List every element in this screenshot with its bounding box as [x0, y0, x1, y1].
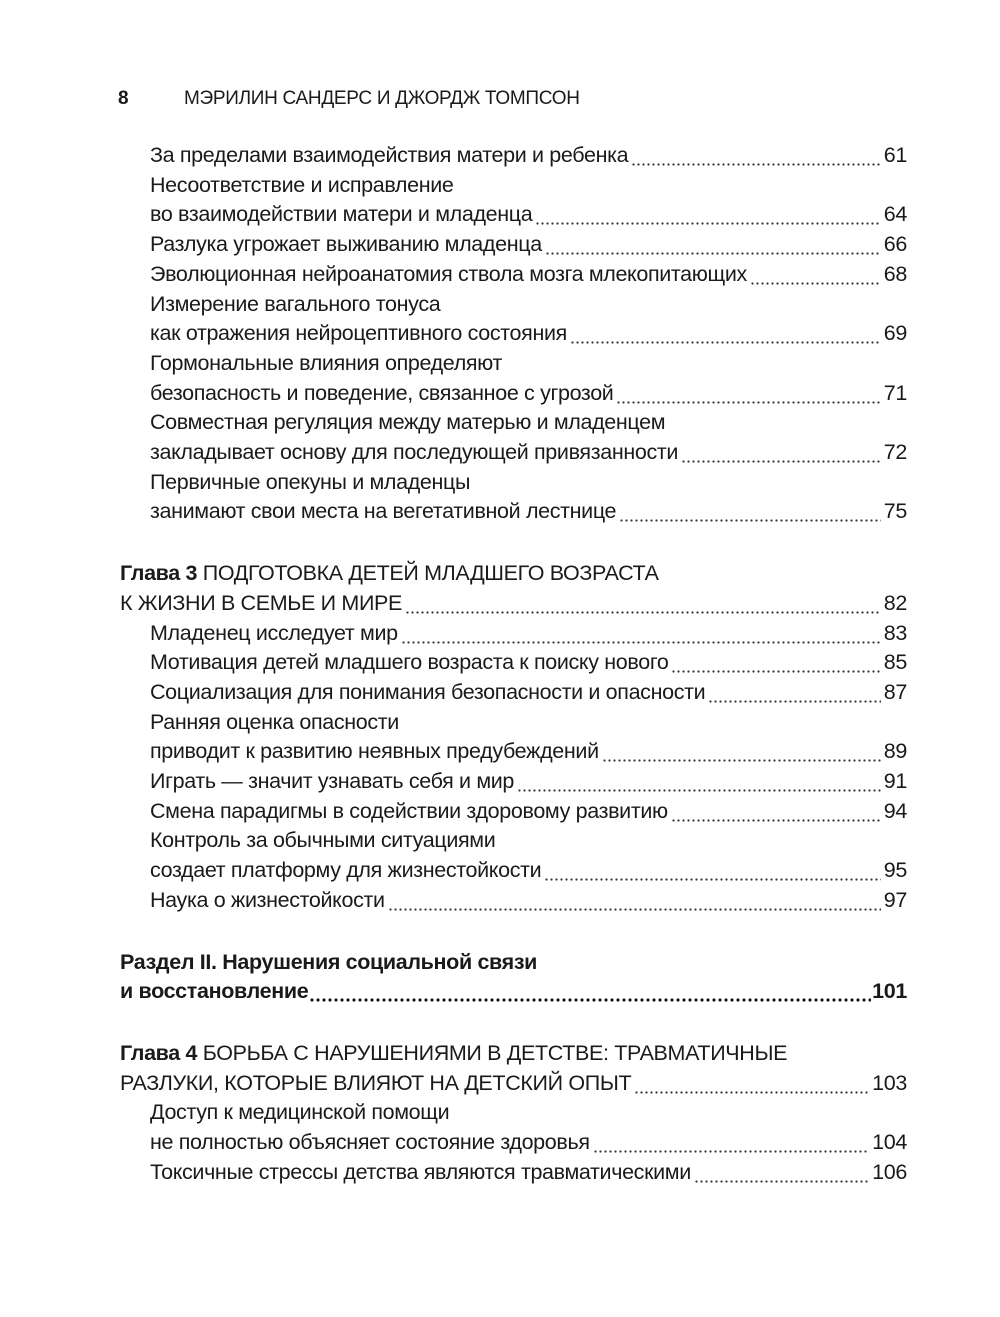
toc-line: [150, 290, 907, 320]
dot-leader: [631, 141, 881, 171]
toc-line: [150, 171, 907, 201]
entry-title-text: Младенец исследует мир: [150, 620, 398, 645]
chapter-label: Глава 4: [120, 1040, 198, 1065]
dot-leader: [616, 379, 880, 409]
entry-title-text: Первичные опекуны и младенцы: [150, 469, 471, 494]
toc-block: [120, 1039, 907, 1188]
toc-entry[interactable]: [120, 141, 907, 171]
dot-leader: [681, 438, 881, 468]
entry-title-text: ПОДГОТОВКА ДЕТЕЙ МЛАДШЕГО ВОЗРАСТА: [202, 561, 659, 586]
toc-line: [120, 1039, 907, 1069]
page-ref: 72: [883, 440, 907, 465]
toc-line-with-page: [150, 319, 907, 349]
entry-title-text: Разлука угрожает выживанию младенца: [150, 232, 542, 257]
dot-leader: [388, 886, 881, 916]
entry-title-text: Социализация для понимания безопасности и опасности: [150, 679, 706, 704]
toc-entry[interactable]: [120, 349, 907, 408]
toc-line-with-page: [150, 767, 907, 797]
entry-title-text: безопасность и поведение, связанное с угрозой: [150, 380, 614, 405]
entry-title-text: Смена парадигмы в содействии здоровому развитию: [150, 798, 668, 823]
dot-leader: [708, 678, 881, 708]
running-title: МЭРИЛИН САНДЕРС И ДЖОРДЖ ТОМПСОН: [184, 88, 580, 109]
toc-line-with-page: [150, 648, 907, 678]
dot-leader: [401, 619, 881, 649]
page-number: 8: [118, 88, 129, 109]
toc-line: [150, 826, 907, 856]
toc-entry[interactable]: [120, 290, 907, 349]
toc-line: [150, 708, 907, 738]
entry-title-text: За пределами взаимодействия матери и ребенка: [150, 143, 629, 167]
entry-title-text: К ЖИЗНИ В СЕМЬЕ И МИРЕ: [120, 590, 403, 615]
entry-title-text: как отражения нейроцептивного состояния: [150, 321, 567, 346]
toc-line-with-page: [150, 1158, 907, 1188]
page-ref: 103: [872, 1070, 907, 1095]
entry-title-text: создает платформу для жизнестойкости: [150, 858, 542, 883]
toc-line-with-page: [150, 200, 907, 230]
page-ref: 71: [883, 380, 907, 405]
entry-title-text: Раздел II. Нарушения социальной связи: [120, 949, 538, 974]
dot-leader: [545, 230, 881, 260]
toc-line-with-page: [150, 1128, 907, 1158]
page-ref: 61: [883, 143, 907, 167]
entry-title-text: РАЗЛУКИ, КОТОРЫЕ ВЛИЯЮТ НА ДЕТСКИЙ ОПЫТ: [120, 1070, 632, 1095]
entry-title-text: Ранняя оценка опасности: [150, 709, 399, 734]
toc-chapter-entry[interactable]: [120, 559, 907, 618]
toc-line: [150, 468, 907, 498]
toc-line: [150, 1098, 907, 1128]
toc-line-with-page: [120, 1069, 907, 1099]
toc-entry[interactable]: [120, 408, 907, 467]
toc-section-entry[interactable]: [120, 948, 907, 1007]
toc-line-with-page: [150, 737, 907, 767]
toc-line-with-page: [150, 379, 907, 409]
toc-line-with-page: [150, 497, 907, 527]
toc-entry[interactable]: [120, 1158, 907, 1188]
page-ref: 106: [872, 1159, 907, 1184]
toc-entry[interactable]: [120, 648, 907, 678]
entry-title-text: Измерение вагального тонуса: [150, 291, 441, 316]
page-ref: 104: [872, 1130, 907, 1155]
toc-line-with-page: [150, 230, 907, 260]
page-ref: 64: [883, 202, 907, 227]
toc-entry[interactable]: [120, 230, 907, 260]
entry-title-text: Эволюционная нейроанатомия ствола мозга млекопитающих: [150, 261, 747, 286]
entry-title-text: Гормональные влияния определяют: [150, 350, 502, 375]
page-ref: 97: [883, 887, 907, 912]
toc-entry[interactable]: [120, 826, 907, 885]
dot-leader: [634, 1069, 869, 1099]
toc-line-with-page: [150, 678, 907, 708]
entry-title-text: Играть — значит узнавать себя и мир: [150, 769, 515, 794]
entry-title-text: и восстановление: [120, 979, 309, 1004]
toc-line-with-page: [120, 589, 907, 619]
dot-leader: [405, 589, 881, 619]
toc-line-with-page: [150, 886, 907, 916]
toc-entry[interactable]: [120, 767, 907, 797]
page-ref: 82: [883, 590, 907, 615]
dot-leader: [671, 797, 881, 827]
toc-line-with-page: [150, 260, 907, 290]
dot-leader: [602, 737, 881, 767]
page-ref: 89: [883, 739, 907, 764]
toc-entry[interactable]: [120, 619, 907, 649]
entry-title-text: Доступ к медицинской помощи: [150, 1100, 450, 1125]
dot-leader: [309, 977, 871, 1007]
toc-entry[interactable]: [120, 797, 907, 827]
dot-leader: [750, 260, 881, 290]
entry-title-text: Совместная регуляция между матерью и младенцем: [150, 410, 666, 435]
toc-chapter-entry[interactable]: [120, 1039, 907, 1098]
toc-block: [120, 948, 907, 1007]
page-ref: 83: [883, 620, 907, 645]
toc-line-with-page: [150, 438, 907, 468]
table-of-contents: [120, 141, 907, 1188]
entry-title-text: закладывает основу для последующей привязанности: [150, 440, 679, 465]
dot-leader: [517, 767, 881, 797]
toc-line-with-page: [120, 977, 907, 1007]
dot-leader: [593, 1128, 870, 1158]
entry-title-text: БОРЬБА С НАРУШЕНИЯМИ В ДЕТСТВЕ: ТРАВМАТИЧНЫЕ: [202, 1040, 788, 1065]
page-ref: 85: [883, 650, 907, 675]
page-ref: 91: [883, 769, 907, 794]
chapter-label: Глава 3: [120, 561, 198, 586]
toc-entry[interactable]: [120, 260, 907, 290]
toc-entry[interactable]: [120, 678, 907, 708]
page-ref: 101: [872, 979, 907, 1004]
toc-block: [120, 141, 907, 527]
page-ref: 69: [883, 321, 907, 346]
toc-line-with-page: [150, 141, 907, 171]
toc-entry[interactable]: [120, 1098, 907, 1157]
entry-title-text: не полностью объясняет состояние здоровья: [150, 1130, 590, 1155]
running-header: [118, 88, 580, 110]
page-ref: 94: [883, 798, 907, 823]
entry-title-text: приводит к развитию неявных предубеждений: [150, 739, 599, 764]
toc-line-with-page: [150, 856, 907, 886]
entry-title-text: занимают свои места на вегетативной лестнице: [150, 499, 617, 524]
page-ref: 68: [883, 261, 907, 286]
dot-leader: [619, 497, 881, 527]
dot-leader: [544, 856, 881, 886]
entry-title-text: Наука о жизнестойкости: [150, 887, 385, 912]
page-ref: 95: [883, 858, 907, 883]
toc-line: [150, 408, 907, 438]
toc-block: [120, 559, 907, 915]
toc-entry[interactable]: [120, 886, 907, 916]
dot-leader: [694, 1158, 869, 1188]
entry-title-text: Мотивация детей младшего возраста к поиску нового: [150, 650, 669, 675]
entry-title-text: во взаимодействии матери и младенца: [150, 202, 533, 227]
dot-leader: [570, 319, 881, 349]
toc-line-with-page: [150, 797, 907, 827]
page-ref: 66: [883, 232, 907, 257]
toc-entry[interactable]: [120, 171, 907, 230]
page-ref: 75: [883, 499, 907, 524]
toc-entry[interactable]: [120, 708, 907, 767]
toc-line: [150, 349, 907, 379]
entry-title-text: Контроль за обычными ситуациями: [150, 828, 496, 853]
dot-leader: [535, 200, 880, 230]
toc-line: [120, 559, 907, 589]
page-ref: 87: [883, 679, 907, 704]
entry-title-text: Токсичные стрессы детства являются травматическими: [150, 1159, 691, 1184]
dot-leader: [671, 648, 880, 678]
entry-title-text: Несоответствие и исправление: [150, 172, 454, 197]
toc-line-with-page: [150, 619, 907, 649]
toc-line: [120, 948, 907, 978]
toc-entry[interactable]: [120, 468, 907, 527]
